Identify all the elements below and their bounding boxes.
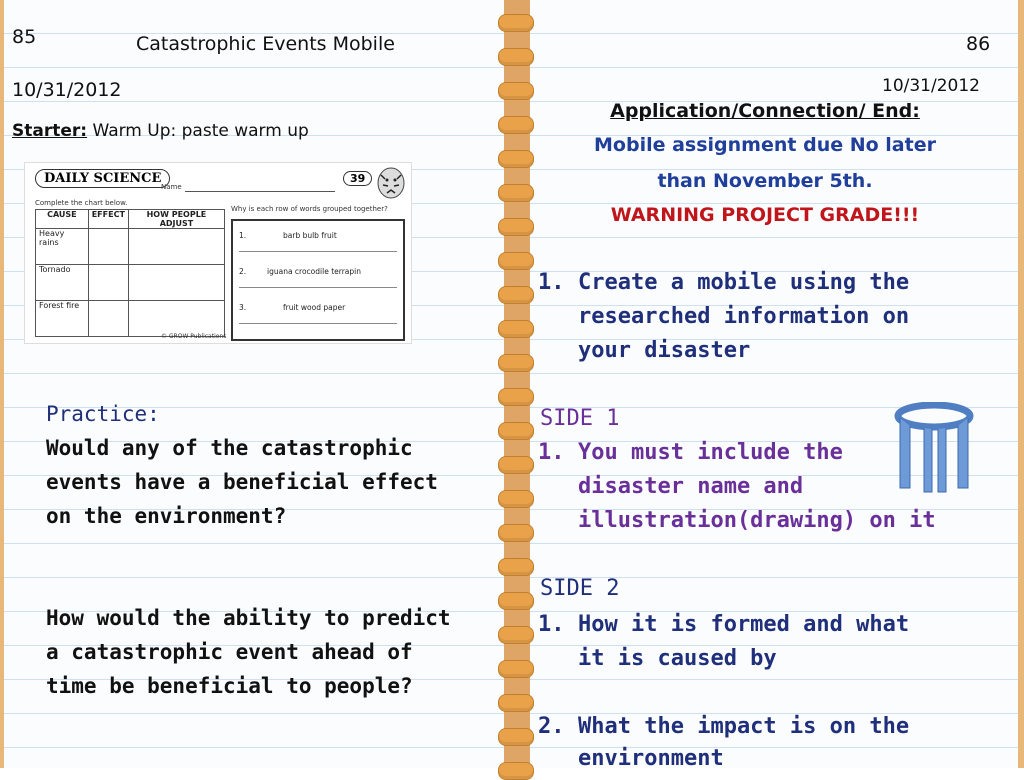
name-line	[185, 191, 335, 192]
warm-up-worksheet	[24, 162, 412, 344]
binder-ring-icon	[498, 592, 534, 610]
binder-ring-icon	[498, 218, 534, 236]
binder-ring-icon	[498, 762, 534, 780]
table-header: CAUSE	[36, 210, 89, 229]
worksheet-instructions: Complete the chart below.	[35, 199, 128, 207]
date-right: 10/31/2012	[882, 76, 980, 96]
question-2-line: a catastrophic event ahead of	[46, 640, 413, 664]
binder-ring-icon	[498, 150, 534, 168]
worksheet-number: 39	[343, 171, 372, 186]
question-1-line: on the environment?	[46, 504, 287, 528]
binder-ring-icon	[498, 388, 534, 406]
worksheet-name-label: Name	[161, 183, 182, 191]
binder-ring-icon	[498, 422, 534, 440]
binder-ring-icon	[498, 116, 534, 134]
question-2-line: How would the ability to predict	[46, 606, 451, 630]
side-1-number: 1.	[538, 440, 565, 465]
binder-ring-icon	[498, 286, 534, 304]
binder-ring-icon	[498, 354, 534, 372]
table-header: EFFECT	[88, 210, 128, 229]
table-row-label: Tornado	[36, 265, 89, 301]
side-1-line: disaster name and	[578, 474, 804, 499]
side-2-item-2-line: environment	[578, 746, 724, 771]
starter-label: Starter:	[12, 121, 88, 141]
binder-ring-icon	[498, 184, 534, 202]
word-row-num: 3.	[239, 303, 247, 312]
date-left: 10/31/2012	[12, 79, 122, 101]
item-1-line: Create a mobile using the	[578, 270, 910, 295]
question-1-line: Would any of the catastrophic	[46, 436, 413, 460]
binder-ring-icon	[498, 456, 534, 474]
worksheet-title: DAILY SCIENCE	[35, 169, 170, 188]
side-1-label: SIDE 1	[540, 406, 620, 431]
word-row-num: 1.	[239, 231, 247, 240]
starter-text: Warm Up: paste warm up	[87, 121, 309, 141]
tiger-icon	[375, 165, 407, 201]
binder-ring-icon	[498, 558, 534, 576]
binder-ring-icon	[498, 48, 534, 66]
item-1-line: researched information on	[578, 304, 910, 329]
word-row-num: 2.	[239, 267, 247, 276]
assignment-line: Mobile assignment due No later	[594, 134, 936, 156]
binder-ring-icon	[498, 694, 534, 712]
table-row-label: Forest fire	[36, 301, 89, 337]
question-2-line: time be beneficial to people?	[46, 674, 413, 698]
binder-ring-icon	[498, 660, 534, 678]
worksheet-copyright: © GROW Publications	[161, 333, 227, 340]
binder-ring-icon	[498, 524, 534, 542]
side-2-item-1-line: it is caused by	[578, 646, 777, 671]
table-row-label: Heavy rains	[36, 229, 89, 265]
warning-text: WARNING PROJECT GRADE!!!	[610, 204, 920, 226]
side-2-item-2-line: What the impact is on the	[578, 714, 910, 739]
item-1-line: your disaster	[578, 338, 751, 363]
practice-label: Practice:	[46, 402, 160, 426]
side-2-label: SIDE 2	[540, 576, 620, 601]
word-groups-box	[231, 219, 405, 341]
binder-ring-icon	[498, 490, 534, 508]
cause-effect-table	[35, 209, 225, 337]
binder-ring-icon	[498, 14, 534, 32]
side-1-line: illustration(drawing) on it	[578, 508, 936, 533]
stool-icon	[894, 402, 974, 494]
table-header: HOW PEOPLE ADJUST	[128, 210, 224, 229]
side-1-line: You must include the	[578, 440, 843, 465]
binder-ring-icon	[498, 82, 534, 100]
side-2-item-1-number: 1.	[538, 612, 565, 637]
item-1-number: 1.	[538, 270, 565, 295]
word-row: iguana crocodile terrapin	[267, 267, 361, 276]
assignment-line: than November 5th.	[657, 170, 873, 192]
word-row: fruit wood paper	[283, 303, 346, 312]
word-row: barb bulb fruit	[283, 231, 337, 240]
worksheet-question: Why is each row of words grouped together?	[231, 205, 388, 213]
side-2-item-1-line: How it is formed and what	[578, 612, 910, 637]
application-heading: Application/Connection/ End:	[610, 100, 920, 122]
binder-ring-icon	[498, 252, 534, 270]
binder-ring-icon	[498, 728, 534, 746]
page-number-left: 85	[12, 26, 37, 48]
starter-line	[12, 121, 309, 141]
page-number-right: 86	[966, 33, 991, 55]
page-title: Catastrophic Events Mobile	[136, 33, 395, 55]
binder-ring-icon	[498, 320, 534, 338]
side-2-item-2-number: 2.	[538, 714, 565, 739]
question-1-line: events have a beneficial effect	[46, 470, 438, 494]
binder-ring-icon	[498, 626, 534, 644]
